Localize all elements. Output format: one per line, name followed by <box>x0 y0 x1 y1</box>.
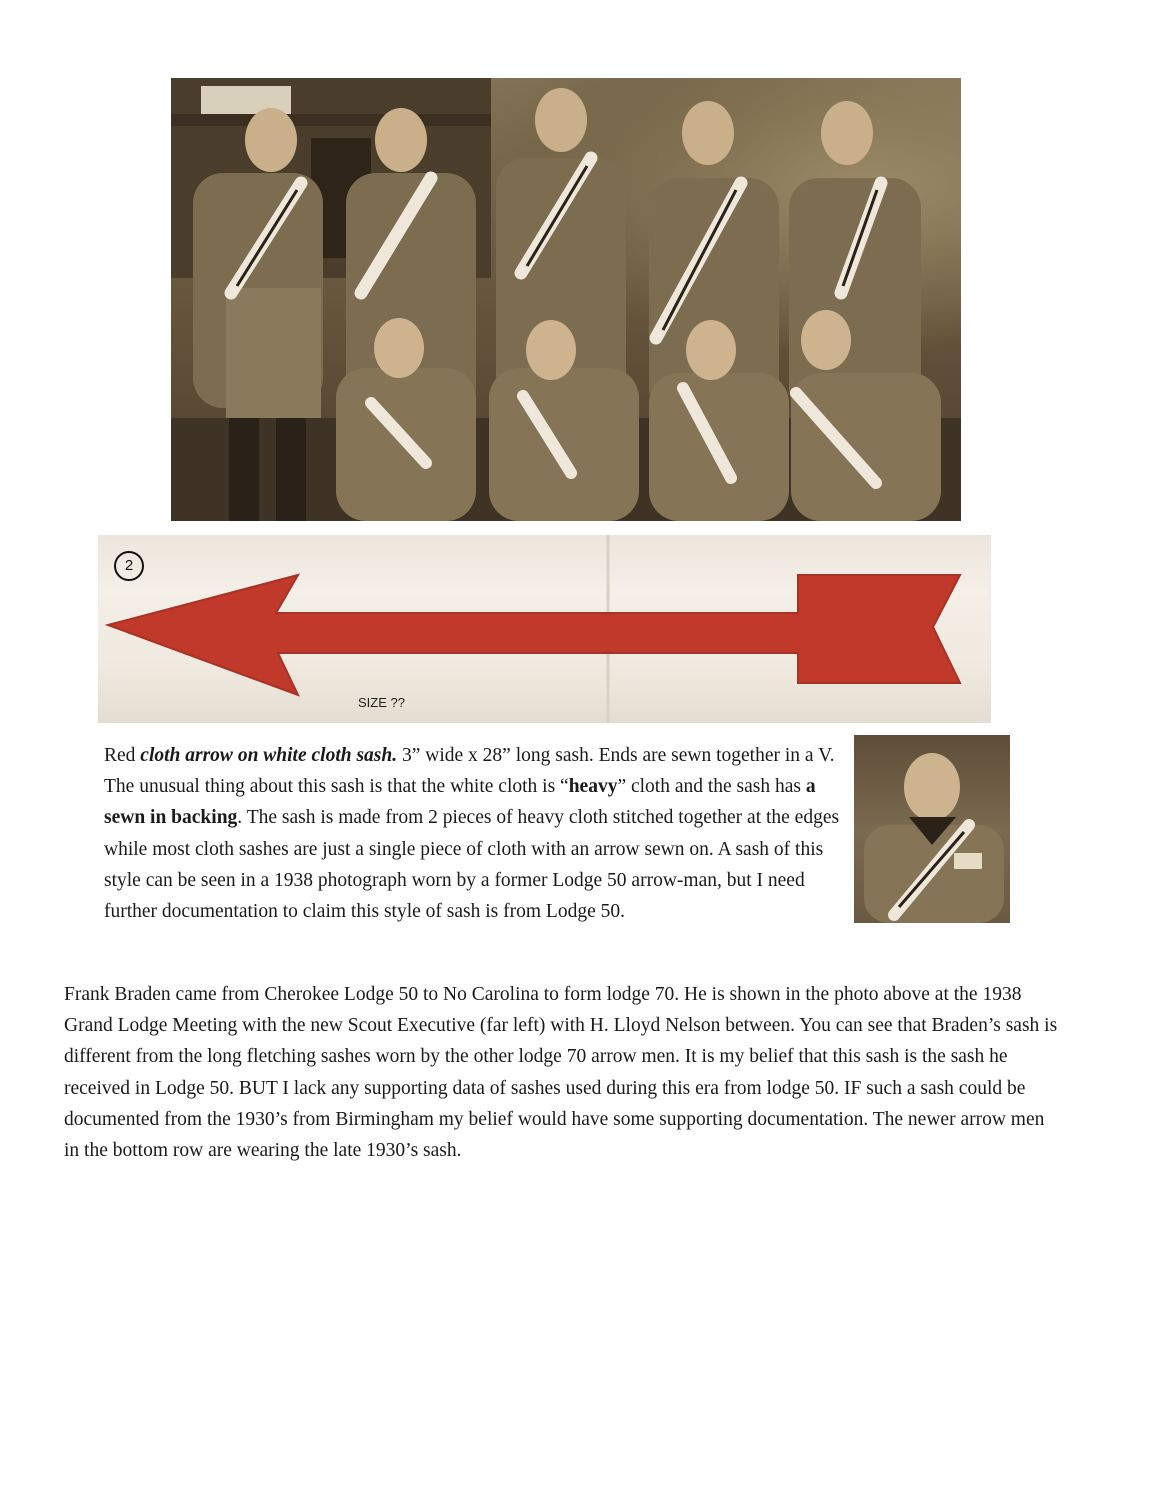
portrait-photo <box>854 735 1010 923</box>
desc-lead-emphasis: cloth arrow on white cloth sash. <box>140 745 398 766</box>
desc-part1: 3” wide x 28” long sash. Ends are sewn together in a V. The unusual thing about this sash is that the white cloth is “ <box>104 745 835 798</box>
desc-lead: Red <box>104 745 141 766</box>
sash-description <box>104 740 844 927</box>
braden-story: Frank Braden came from Cherokee Lodge 50 to No Carolina to form lodge 70. He is shown in the photo above at the 1938 Grand Lodge Meeting with the new Scout Executive (far left) with H. Lloyd Nelson between. You can see that Braden’s sash is different from the long fletching sashes worn by the other lodge 70 arrow men. It is my belief that this sash is the sash he received in Lodge 50. BUT I lack any supporting data of sashes used during this era from lodge 50. IF such a sash could be documented from the 1930’s from Birmingham my belief would have some supporting documentation. The newer arrow men in the bottom row are wearing the late 1930’s sash. <box>64 984 1058 1162</box>
portrait-illustration <box>854 735 1010 923</box>
red-arrow-icon <box>98 535 991 723</box>
group-photo <box>171 78 961 521</box>
group-photo-illustration <box>171 78 961 521</box>
desc-part3: . The sash is made from 2 pieces of heavy cloth stitched together at the edges while most cloth sashes are just a single piece of cloth with an arrow sewn on. A sash of this style can be seen in a 1938 photograph worn by a former Lodge 50 arrow-man, but I need further documentation to claim this style of sash is from Lodge 50. <box>104 807 840 923</box>
sash-number-badge: 2 <box>114 551 144 581</box>
sash-photo <box>98 535 991 723</box>
sash-size-caption: SIZE ?? <box>358 695 405 710</box>
desc-backing: a sewn in backing <box>104 776 816 829</box>
desc-part2: ” cloth and the sash has <box>617 776 806 798</box>
desc-heavy: heavy <box>568 776 618 798</box>
